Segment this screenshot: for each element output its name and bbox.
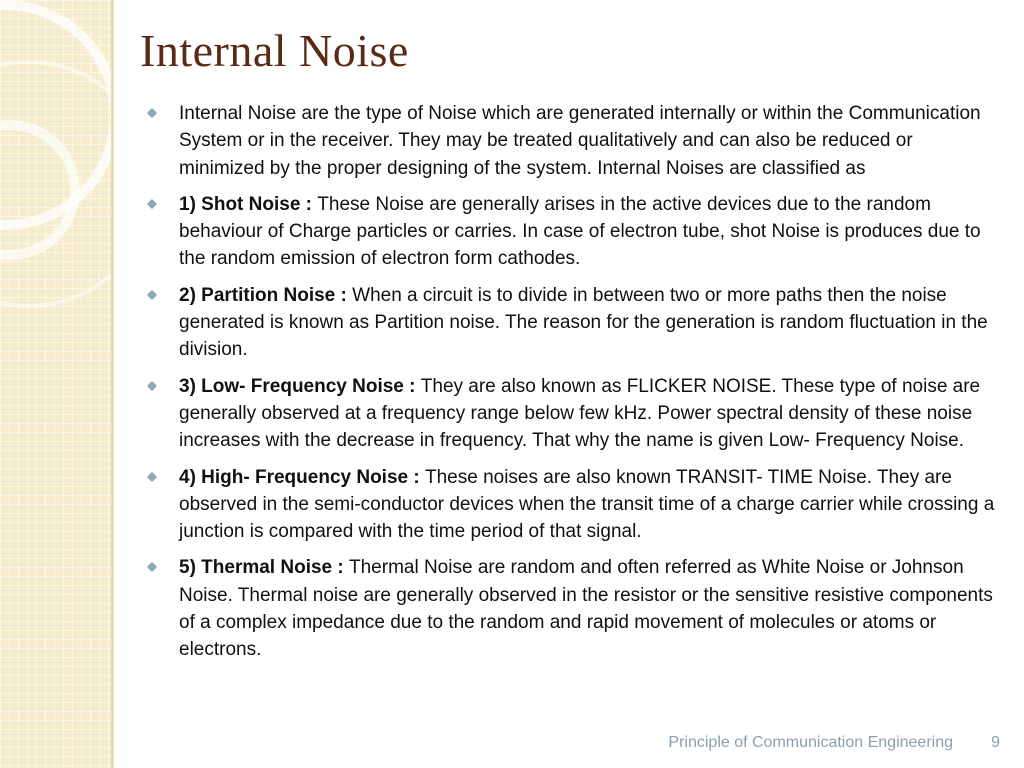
- bullet-icon: [147, 471, 157, 481]
- bullet-text: These Noise are generally arises in the active devices due to the random behaviour of Charge particles or carries. In case of electron tube, shot Noise is produces due to the random emission of electron form cathodes.: [179, 193, 981, 270]
- bullet-text: Thermal Noise are random and often referred as White Noise or Johnson Noise. Thermal noise are generally observed in the resistor or the sensitive resistive components of a complex impedance due to the random and rapid movement of molecules or atoms or electrons.: [179, 557, 993, 661]
- bullet-term: 2) Partition Noise :: [179, 284, 353, 306]
- bullet-term: 4) High- Frequency Noise :: [179, 466, 425, 488]
- bullet-icon: [147, 199, 157, 209]
- slide-title: Internal Noise: [140, 25, 409, 76]
- bullet-icon: [147, 108, 157, 118]
- bullet-term: 1) Shot Noise :: [179, 193, 318, 215]
- bullet-text: When a circuit is to divide in between two or more paths then the noise generated is known as Partition noise. The reason for the generation is random fluctuation in the division.: [179, 284, 988, 361]
- bullet-term: 3) Low- Frequency Noise :: [179, 375, 421, 397]
- bullet-text: These noises are also known TRANSIT- TIME Noise. They are observed in the semi-conductor devices when the transit time of a charge carrier while crossing a junction is compared with the time period of that signal.: [179, 466, 995, 543]
- bullet-icon: [147, 381, 157, 391]
- bullet-item-high-frequency-noise: [148, 464, 998, 546]
- bullet-item-low-frequency-noise: [148, 373, 998, 455]
- bullet-item-partition-noise: [148, 282, 998, 364]
- bullet-icon: [147, 290, 157, 300]
- decorative-side-panel: [0, 0, 114, 768]
- page-number: 9: [991, 734, 1000, 751]
- bullet-item-shot-noise: [148, 191, 998, 273]
- bullet-item-thermal-noise: [148, 554, 998, 663]
- bullet-text: Internal Noise are the type of Noise which are generated internally or within the Communication System or in the receiver. They may be treated qualitatively and can also be reduced or minimized by the proper designing of the system. Internal Noises are classified as: [179, 103, 981, 179]
- bullet-term: 5) Thermal Noise :: [179, 557, 349, 579]
- bullet-icon: [147, 562, 157, 572]
- footer-text: Principle of Communication Engineering: [668, 734, 953, 751]
- bullet-item-intro: [148, 100, 998, 182]
- bullet-list: [148, 100, 998, 673]
- bullet-text: They are also known as FLICKER NOISE. These type of noise are generally observed at a frequency range below few kHz. Power spectral density of these noise increases with the decrease in frequency. That why the name is given Low- Frequency Noise.: [179, 375, 981, 452]
